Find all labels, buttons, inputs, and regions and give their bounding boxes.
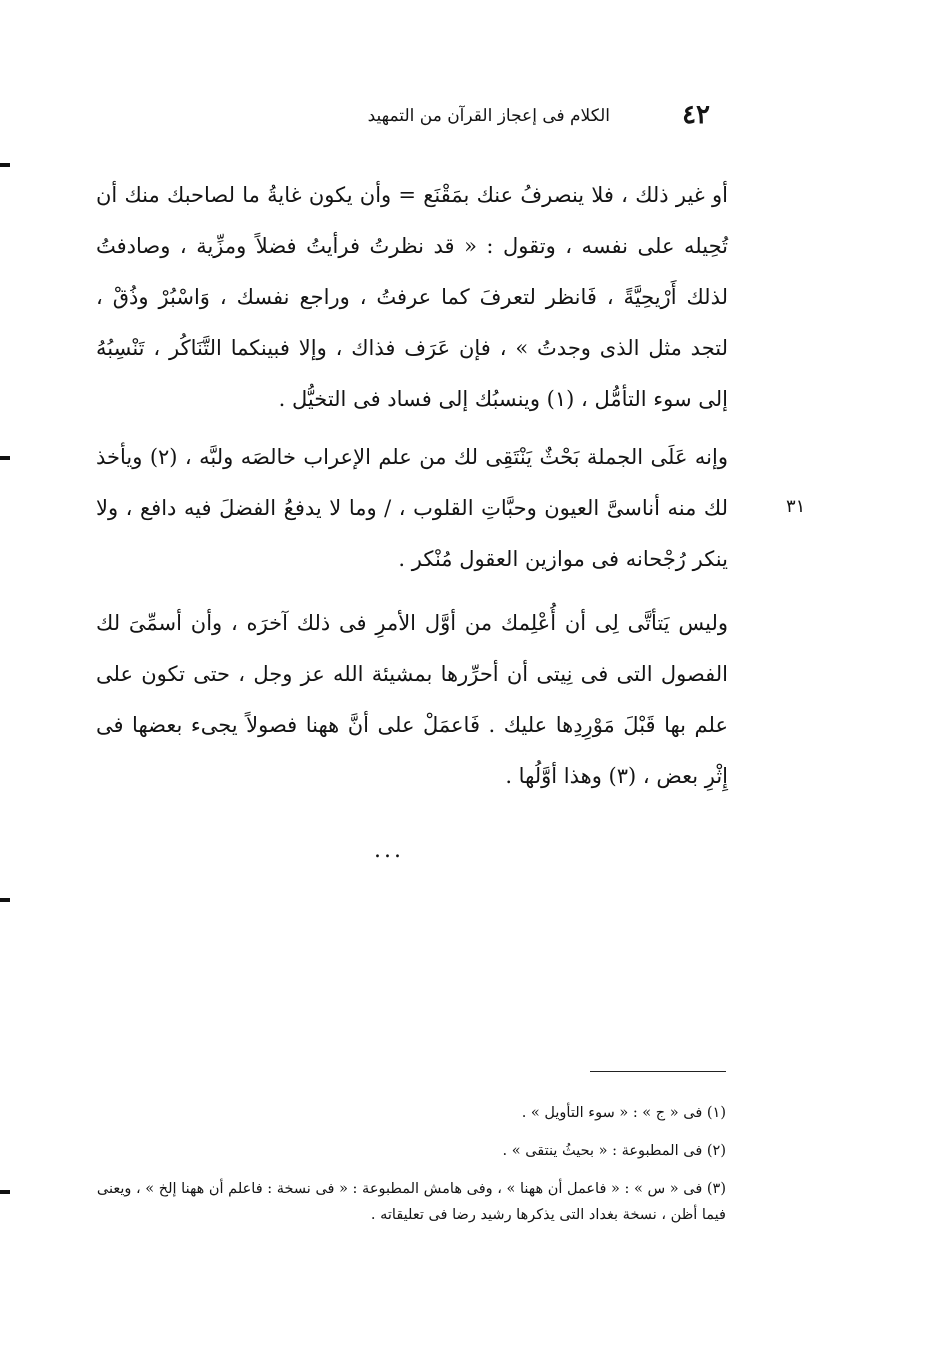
page-number: ٤٢ [682, 100, 710, 130]
footnote-3: (٣) فى « س » : « فاعمل أن ههنا » ، وفى هامش المطبوعة : « فى نسخة : فاعلم أن ههنا إلخ » ، ويعنى فيما أظن ، نسخة بغداد التى يذكرها رشيد رضا فى تعليقاته . [96, 1181, 726, 1223]
scan-edge-mark [0, 1190, 10, 1194]
scan-edge-mark [0, 163, 10, 167]
footnotes [96, 1100, 726, 1240]
running-title: الكلام فى إعجاز القرآن من التمهيد [367, 106, 610, 126]
page-header [290, 100, 710, 140]
scan-edge-mark [0, 898, 10, 902]
footnote-2: (٢) فى المطبوعة : « بحيثُ ينتقى » . [502, 1143, 726, 1159]
paragraph-2: وإنه عَلَى الجملة بَحْثٌ يَنْتَقِى لك من علم الإعراب خالصَه ولبَّه ، (٢) ويأخذ لك منه أناسىَّ العيون وحبَّاتِ القلوب ، / وما لا يدفعُ الفضلَ فيه دافع ، ولا ينكر رُجْحانه فى موازين العقول مُنْكر . [96, 445, 728, 571]
paragraph-3: وليس يَتأتَّى لِى أن أُعْلِمك من أوَّل الأمرِ فى ذلك آخرَه ، وأن أسمِّىَ لك الفصول التى فى نِيتى أن أحرِّرها بمشيئة الله عز وجل ، حتى تكون على علم بها قَبْلَ مَوْرِدِها عليك . فَاعمَلْ على أنَّ ههنا فصولاً يجىء بعضها فى إِثْرِ بعض ، (٣) وهذا أوَّلُها . [96, 611, 728, 788]
footnote-divider [590, 1071, 726, 1072]
footnote-1: (١) فى « ج » : « سوء التأويل » . [521, 1105, 726, 1121]
scan-edge-mark [0, 456, 10, 460]
section-separator: ... [374, 838, 404, 863]
manuscript-page-marker: ٣١ [786, 496, 806, 517]
paragraph-1: أو غير ذلك ، فلا ينصرفُ عنك بمَقْنَع = وأن يكون غايةُ ما لصاحبك منك أن تُحِيله على نفسه ، وتقول : « قد نظرتُ فرأيتُ فضلاً ومزِّية ، وصادفتُ لذلك أَرْيحِيَّةً ، فَانظر لتعرفَ كما عرفتُ ، وراجع نفسك ، وَاسْبُرْ وذُقْ ، لتجد مثل الذى وجدتُ » ، فإن عَرَف فذاك ، وإلا فبينكما التَّنَاكُر ، تَنْسِبُهُ إلى سوء التأمُّل ، (١) وينسبُك إلى فساد فى التخيُّل . [96, 183, 728, 411]
